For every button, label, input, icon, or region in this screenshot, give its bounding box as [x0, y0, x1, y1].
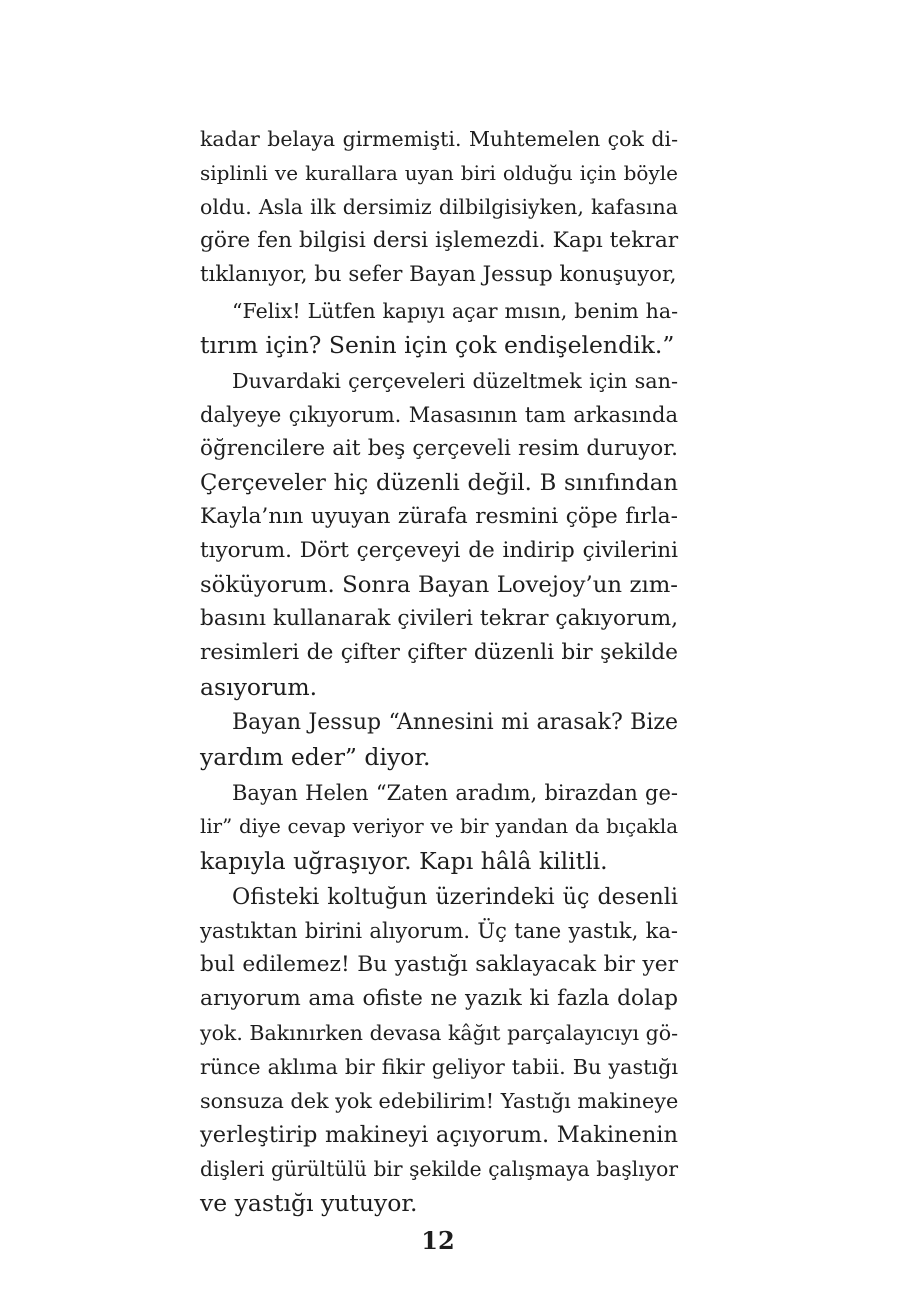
- paragraph: [200, 706, 678, 774]
- paragraph: [200, 880, 678, 1220]
- text-line: tıklanıyor, bu sefer Bayan Jessup konuşuyor,: [200, 262, 677, 287]
- text-line: lir” diye cevap veriyor ve bir yandan da bıçakla: [200, 815, 678, 838]
- body-text: [200, 122, 678, 1222]
- text-line: Ofisteki koltuğun üzerindeki üç desenli: [232, 884, 678, 910]
- text-line: kadar belaya girmemişti. Muhtemelen çok di-: [200, 127, 678, 151]
- text-line: Kayla’nın uyuyan zürafa resmini çöpe fırla-: [200, 504, 678, 529]
- text-line: kapıyla uğraşıyor. Kapı hâlâ kilitli.: [200, 847, 608, 875]
- paragraph: [200, 776, 678, 878]
- text-line: Çerçeveler hiç düzenli değil. B sınıfından: [200, 470, 678, 496]
- text-line: tırım için? Senin için çok endişelendik.”: [200, 331, 675, 359]
- text-line: Duvardaki çerçeveleri düzeltmek için san-: [232, 369, 678, 393]
- text-line: öğrencilere ait beş çerçeveli resim duruyor.: [200, 436, 678, 461]
- text-line: yastıktan birini alıyorum. Üç tane yastık, ka-: [200, 919, 678, 943]
- text-line: dalyeye çıkıyorum. Masasının tam arkasında: [200, 403, 678, 427]
- text-line: oldu. Asla ilk dersimiz dilbilgisiyken, kafasına: [200, 195, 678, 219]
- page-number: 12: [421, 1226, 455, 1255]
- text-line: asıyorum.: [200, 673, 318, 701]
- text-line: bul edilemez! Bu yastığı saklayacak bir yer: [200, 952, 678, 977]
- text-line: yok. Bakınırken devasa kâğıt parçalayıcıyı gö-: [200, 1021, 678, 1045]
- text-line: rünce aklıma bir fikir geliyor tabii. Bu yastığı: [200, 1055, 678, 1079]
- paragraph: [200, 364, 678, 704]
- text-line: göre fen bilgisi dersi işlemezdi. Kapı tekrar: [200, 228, 679, 253]
- text-line: arıyorum ama ofiste ne yazık ki fazla dolap: [200, 986, 678, 1011]
- text-line: söküyorum. Sonra Bayan Lovejoy’un zım-: [200, 572, 678, 598]
- text-line: siplinli ve kurallara uyan biri olduğu için böyle: [200, 161, 678, 185]
- text-line: yardım eder” diyor.: [200, 743, 431, 771]
- text-line: sonsuza dek yok edebilirim! Yastığı makineye: [200, 1089, 679, 1113]
- paragraph: [200, 294, 678, 362]
- paragraph: [200, 122, 678, 292]
- text-line: “Felix! Lütfen kapıyı açar mısın, benim ha-: [232, 299, 678, 323]
- text-line: Bayan Jessup “Annesini mi arasak? Bize: [232, 710, 678, 735]
- text-line: ve yastığı yutuyor.: [200, 1189, 418, 1217]
- text-line: tıyorum. Dört çerçeveyi de indirip çivilerini: [200, 538, 678, 563]
- text-line: basını kullanarak çivileri tekrar çakıyorum,: [200, 606, 678, 631]
- text-line: yerleştirip makineyi açıyorum. Makinenin: [200, 1122, 678, 1148]
- text-line: Bayan Helen “Zaten aradım, birazdan ge-: [232, 781, 678, 805]
- text-line: dişleri gürültülü bir şekilde çalışmaya başlıyor: [200, 1157, 678, 1181]
- text-line: resimleri de çifter çifter düzenli bir şekilde: [200, 640, 678, 665]
